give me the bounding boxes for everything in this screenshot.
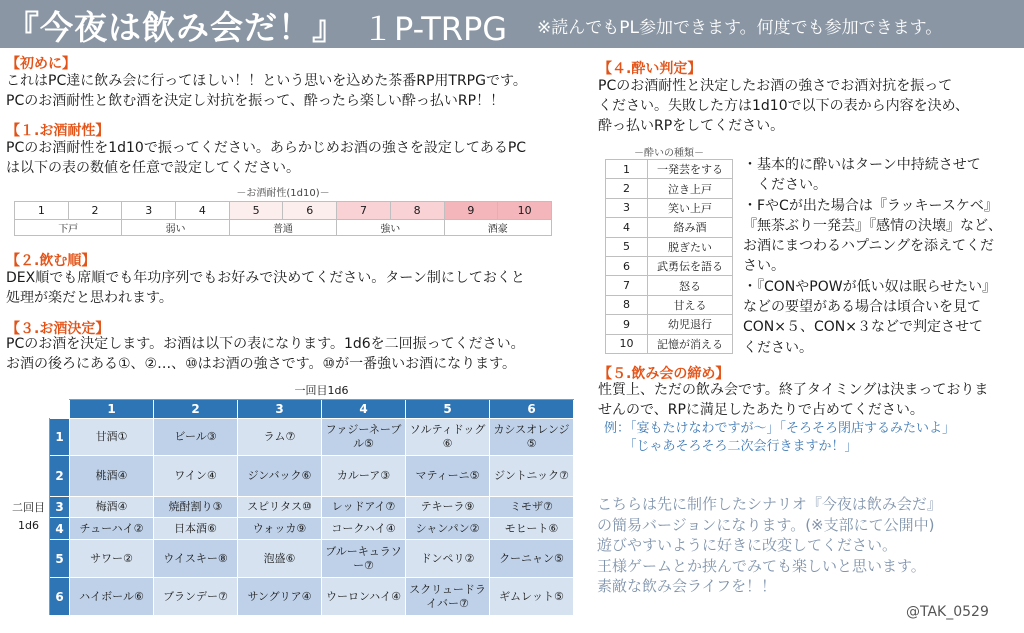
tolerance-number: 5 xyxy=(229,202,283,220)
end-text xyxy=(598,380,988,420)
drunk-note-line: CON×５、CON×３などで判定させて xyxy=(743,319,983,336)
tolerance-text xyxy=(6,138,526,178)
sake-row xyxy=(8,497,574,518)
drunk-type: 幼児退行 xyxy=(648,315,733,334)
drunk-row xyxy=(606,276,733,295)
drunk-type: 泣き上戸 xyxy=(648,179,733,198)
sake-cell: 焼酎割り③ xyxy=(154,497,238,518)
drunk-number: 2 xyxy=(606,179,648,198)
sake-column-header: 5 xyxy=(406,400,490,419)
drunk-notes xyxy=(743,155,1002,358)
end-line-2: せんので、RPに満足したあたりで占めてください。 xyxy=(598,402,924,418)
drunk-row xyxy=(606,160,733,179)
sake-table-corner xyxy=(8,383,70,400)
tolerance-number: 6 xyxy=(283,202,337,220)
drunk-row xyxy=(606,198,733,217)
tolerance-line-1: PCのお酒耐性を1d10で振ってください。あらかじめお酒の強さを設定してあるPC xyxy=(6,140,527,156)
drunk-number: 6 xyxy=(606,256,648,275)
drunk-row xyxy=(606,315,733,334)
drunk-note-line: さい。 xyxy=(743,258,785,275)
sake-column-header: 4 xyxy=(322,400,406,419)
sake-column-header: 1 xyxy=(70,400,154,419)
header-note: ※読んでもPL参加できます。何度でも参加できます。 xyxy=(537,18,943,38)
sake-cell: チューハイ② xyxy=(70,518,154,540)
drunk-number: 10 xyxy=(606,334,648,353)
closing-message xyxy=(597,494,942,597)
drunk-type: 甘える xyxy=(648,295,733,314)
drunk-note-line: ・『CONやPOWが低い奴は眠らせたい』 xyxy=(743,278,997,295)
closing-line: 素敵な飲み会ライフを！！ xyxy=(597,577,777,596)
sake-cell: 桃酒④ xyxy=(70,456,154,497)
sake-row xyxy=(8,540,574,578)
page-subtitle: １P-TRPG xyxy=(362,10,508,48)
sake-column-header: 6 xyxy=(490,400,574,419)
sake-cell: ウォッカ⑨ xyxy=(238,518,322,540)
sake-cell: カシスオレンジ⑤ xyxy=(490,419,574,456)
sake-heading: 【３.お酒決定】 xyxy=(6,321,110,337)
tolerance-table-caption: －お酒耐性(1d10)－ xyxy=(236,188,330,199)
tolerance-number: 4 xyxy=(176,202,230,220)
sake-cell: ウイスキー⑧ xyxy=(154,540,238,578)
drunk-line-3: 酔っ払いRPをしてください。 xyxy=(598,118,785,134)
end-example-2: 「じゃあそろそろ二次会行きますか！」 xyxy=(604,439,858,454)
drunk-number: 3 xyxy=(606,198,648,217)
drunk-note-line: 『無茶ぶり一発芸』『感情の決壊』など、 xyxy=(743,217,1002,234)
drunk-number: 9 xyxy=(606,315,648,334)
drunk-note-line: ください。 xyxy=(743,339,813,356)
drunk-type: 絡み酒 xyxy=(648,218,733,237)
drunk-number: 1 xyxy=(606,160,648,179)
end-example xyxy=(604,420,955,456)
closing-line: 王様ゲームとか挟んでみても楽しいと思います。 xyxy=(597,556,926,575)
sake-cell: ウーロンハイ④ xyxy=(322,578,406,616)
drunk-note-line: お酒にまつわるハプニングを添えてくだ xyxy=(743,238,995,255)
sake-line-2: お酒の後ろにある①、②…、⑩はお酒の強さです。⑩が一番強いお酒になります。 xyxy=(6,356,516,372)
sake-table xyxy=(7,382,574,616)
closing-line: 遊びやすいように好きに改変してください。 xyxy=(597,536,898,555)
tolerance-label: 酒豪 xyxy=(444,220,552,236)
sake-cell: ジントニック⑦ xyxy=(490,456,574,497)
sake-text xyxy=(6,334,525,374)
tolerance-number: 7 xyxy=(337,202,391,220)
second-roll-label xyxy=(8,419,50,616)
drunk-type: 脱ぎたい xyxy=(648,237,733,256)
drunk-row xyxy=(606,334,733,353)
intro-line-1: これはPC達に飲み会に行ってほしい！！という思いを込めた茶番RP用TRPGです。 xyxy=(6,73,527,89)
sake-row xyxy=(8,518,574,540)
tolerance-label: 強い xyxy=(337,220,444,236)
sake-cell: ミモザ⑦ xyxy=(490,497,574,518)
order-heading: 【２.飲む順】 xyxy=(6,253,96,269)
end-heading: 【５.飲み会の締め】 xyxy=(598,366,730,382)
sake-cell: 甘酒① xyxy=(70,419,154,456)
tolerance-label: 弱い xyxy=(122,220,229,236)
sake-row-header: 2 xyxy=(50,456,70,497)
sake-cell: カルーア③ xyxy=(322,456,406,497)
closing-line: こちらは先に制作したシナリオ『今夜は飲み会だ』 xyxy=(597,495,942,513)
tolerance-heading: 【１.お酒耐性】 xyxy=(6,123,110,139)
sake-cell: 泡盛⑥ xyxy=(238,540,322,578)
closing-line: の簡易バージョンになります。(※支部にて公開中) xyxy=(597,515,935,534)
drunk-type: 一発芸をする xyxy=(648,160,733,179)
sake-row-header: 1 xyxy=(50,419,70,456)
sake-cell: ジンバック⑥ xyxy=(238,456,322,497)
drunk-line-1: PCのお酒耐性と決定したお酒の強さでお酒対抗を振って xyxy=(598,78,953,94)
author-handle: @TAK_0529 xyxy=(906,604,989,620)
sake-cell: 日本酒⑥ xyxy=(154,518,238,540)
sake-column-header: 3 xyxy=(238,400,322,419)
sake-row xyxy=(8,578,574,616)
drunk-note-line: ください。 xyxy=(743,177,827,194)
tolerance-number: 3 xyxy=(122,202,176,220)
sake-cell: テキーラ⑨ xyxy=(406,497,490,518)
drunk-type: 笑い上戸 xyxy=(648,198,733,217)
sake-cell: スピリタス⑩ xyxy=(238,497,322,518)
sake-cell: モヒート⑥ xyxy=(490,518,574,540)
sake-table-corner xyxy=(8,400,70,419)
sake-cell: 梅酒④ xyxy=(70,497,154,518)
drunk-line-2: ください。失敗した方は1d10で以下の表から内容を決め、 xyxy=(598,98,970,114)
drunk-heading: 【４.酔い判定】 xyxy=(598,61,702,77)
sake-row-header: 6 xyxy=(50,578,70,616)
order-line-1: DEX順でも席順でも年功序列でもお好みで決めてください。ターン制にしておくと xyxy=(6,270,525,286)
sake-row-header: 4 xyxy=(50,518,70,540)
second-roll-label-line: 二回目 xyxy=(12,501,45,514)
tolerance-line-2: は以下の表の数値を任意で設定してください。 xyxy=(6,160,300,176)
drunk-table xyxy=(605,143,733,354)
drunk-row xyxy=(606,179,733,198)
drunk-row xyxy=(606,237,733,256)
drunk-note-line: などの要望がある場合は頃合いを見て xyxy=(743,299,981,316)
drunk-row xyxy=(606,256,733,275)
sake-cell: ファジーネーブル⑤ xyxy=(322,419,406,456)
sake-cell: ギムレット⑤ xyxy=(490,578,574,616)
sake-cell: ハイボール⑥ xyxy=(70,578,154,616)
sake-cell: マティーニ⑤ xyxy=(406,456,490,497)
sake-cell: サワー② xyxy=(70,540,154,578)
sake-cell: スクリュードライバー⑦ xyxy=(406,578,490,616)
sake-cell: ドンペリ② xyxy=(406,540,490,578)
drunk-text xyxy=(598,76,969,136)
sake-cell: ラム⑦ xyxy=(238,419,322,456)
drunk-table-caption: －酔いの種類－ xyxy=(634,147,704,159)
sake-cell: クーニャン⑤ xyxy=(490,540,574,578)
drunk-number: 5 xyxy=(606,237,648,256)
intro-line-2: PCのお酒耐性と飲む酒を決定し対抗を振って、酔ったら楽しい酔っ払いRP！！ xyxy=(6,93,505,109)
sake-cell: ブランデー⑦ xyxy=(154,578,238,616)
sake-cell: コークハイ④ xyxy=(322,518,406,540)
sake-row xyxy=(8,419,574,456)
intro-text xyxy=(6,71,527,111)
drunk-row xyxy=(606,295,733,314)
tolerance-table xyxy=(14,187,552,236)
drunk-number: 7 xyxy=(606,276,648,295)
tolerance-number: 10 xyxy=(498,202,552,220)
sake-row-header: 5 xyxy=(50,540,70,578)
tolerance-number: 9 xyxy=(444,202,498,220)
tolerance-number: 8 xyxy=(390,202,444,220)
tolerance-number: 1 xyxy=(15,202,69,220)
sake-cell: ソルティドッグ⑥ xyxy=(406,419,490,456)
header-bar xyxy=(0,0,1024,48)
tolerance-label: 普通 xyxy=(229,220,336,236)
sake-row xyxy=(8,456,574,497)
order-line-2: 処理が楽だと思われます。 xyxy=(6,290,173,306)
tolerance-label: 下戸 xyxy=(15,220,122,236)
drunk-note-line: ・基本的に酔いはターン中持続させて xyxy=(743,157,981,173)
drunk-type: 武勇伝を語る xyxy=(648,256,733,275)
end-line-1: 性質上、ただの飲み会です。終了タイミングは決まっておりま xyxy=(598,382,989,398)
intro-heading: 【初めに】 xyxy=(6,56,76,72)
drunk-number: 8 xyxy=(606,295,648,314)
drunk-number: 4 xyxy=(606,218,648,237)
sake-cell: レッドアイ⑦ xyxy=(322,497,406,518)
sake-cell: ビール③ xyxy=(154,419,238,456)
sake-cell: ブルーキュラソー⑦ xyxy=(322,540,406,578)
sake-cell: ワイン④ xyxy=(154,456,238,497)
drunk-note-line: ・FやCが出た場合は『ラッキースケベ』 xyxy=(743,197,998,214)
sake-line-1: PCのお酒を決定します。お酒は以下の表になります。1d6を二回振ってください。 xyxy=(6,336,525,352)
page-title: 『今夜は飲み会だ！』 xyxy=(6,8,346,47)
sake-cell: サングリア④ xyxy=(238,578,322,616)
order-text xyxy=(6,268,525,308)
first-roll-label: 一回目1d6 xyxy=(70,383,574,400)
sake-row-header: 3 xyxy=(50,497,70,518)
drunk-type: 記憶が消える xyxy=(648,334,733,353)
second-roll-label-line: 1d6 xyxy=(18,519,39,532)
drunk-type: 怒る xyxy=(648,276,733,295)
drunk-row xyxy=(606,218,733,237)
tolerance-number: 2 xyxy=(68,202,122,220)
sake-cell: シャンパン② xyxy=(406,518,490,540)
sake-column-header: 2 xyxy=(154,400,238,419)
end-example-1: 例：「宴もたけなわですが～」「そろそろ閉店するみたいよ」 xyxy=(604,421,956,436)
